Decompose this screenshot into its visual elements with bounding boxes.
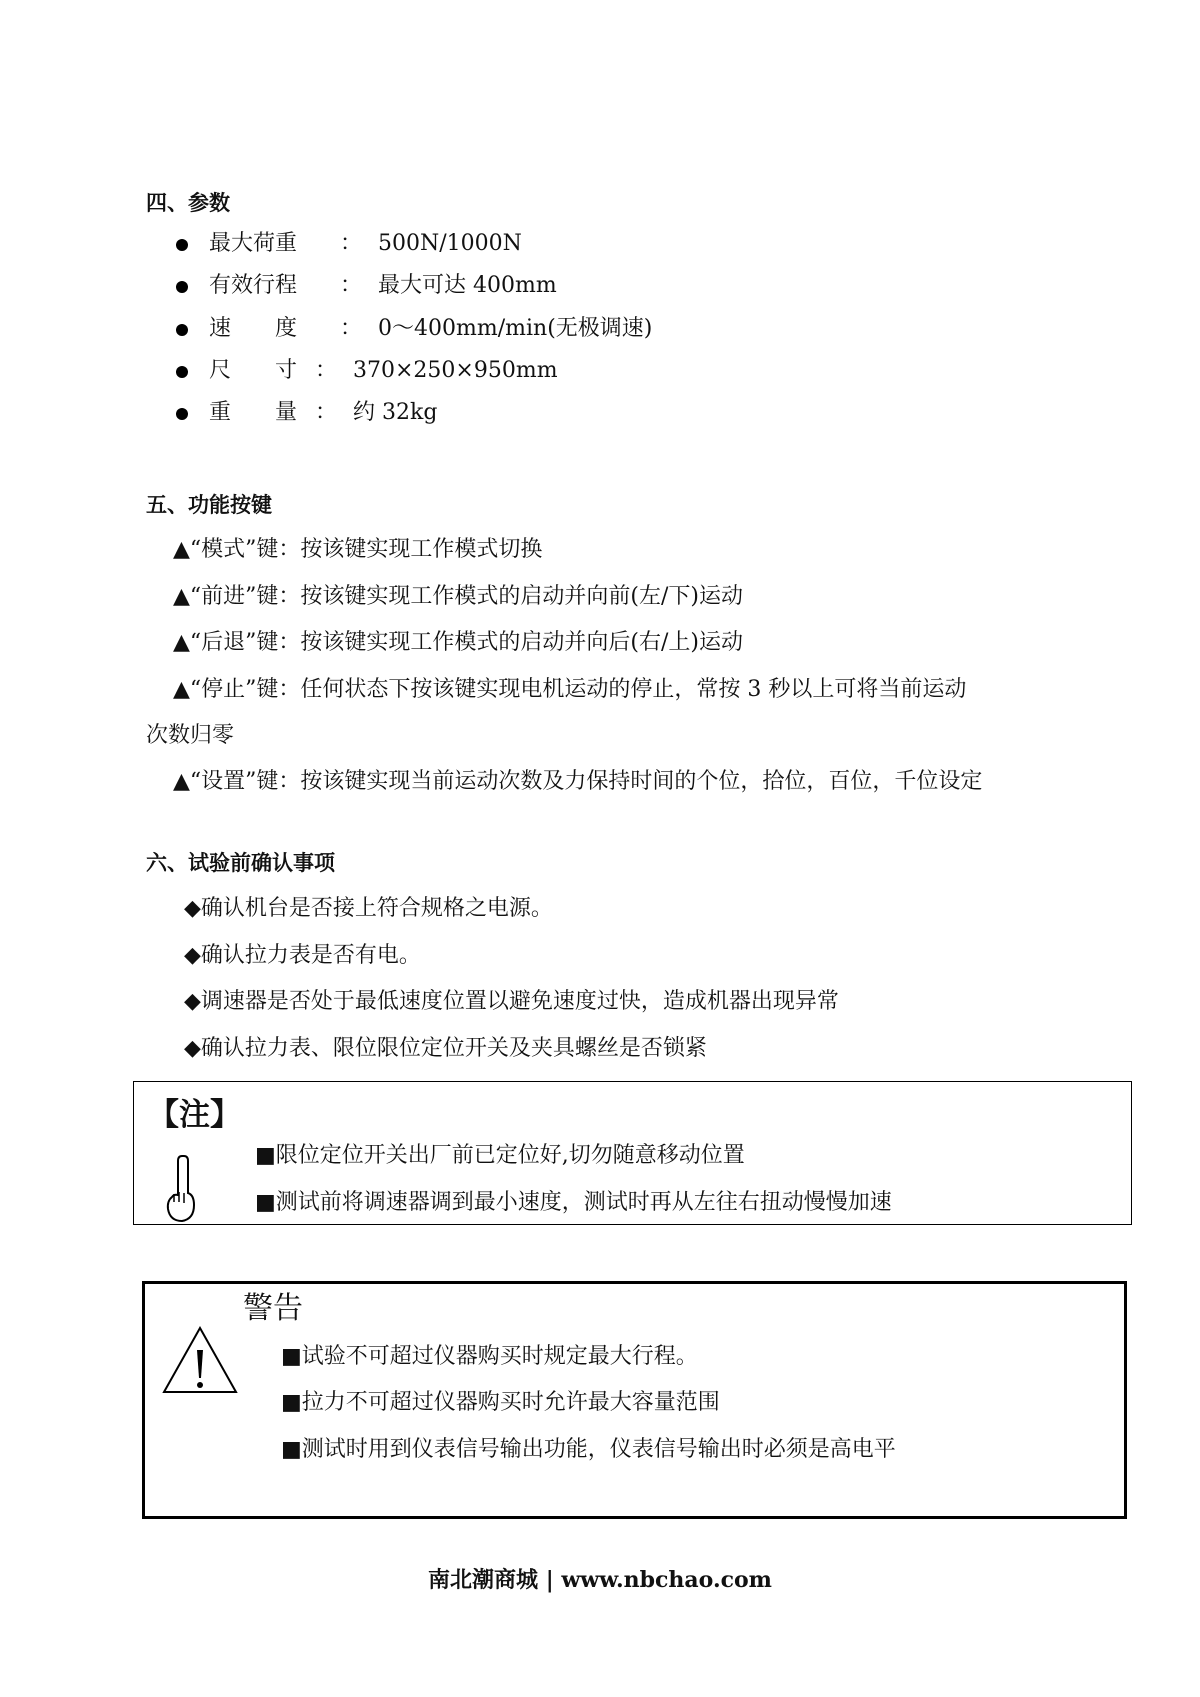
param-sep: ： — [340, 316, 363, 341]
warning-triangle-icon — [162, 1326, 238, 1394]
bullet-icon — [176, 366, 188, 378]
bullet-icon — [176, 324, 188, 336]
footer-site: 南北潮商城 | www.nbchao.com — [428, 1567, 772, 1593]
section-6-title: 六、试验前确认事项 — [146, 851, 335, 875]
list-item: ◆确认拉力表是否有电。 — [184, 943, 421, 968]
list-item: ◆确认拉力表、限位限位定位开关及夹具螺丝是否锁紧 — [184, 1036, 707, 1061]
list-item: ▲“设置”键：按该键实现当前运动次数及力保持时间的个位，拾位，百位，千位设定 — [173, 769, 983, 794]
note-item: ■测试前将调速器调到最小速度，测试时再从左往右扭动慢慢加速 — [255, 1190, 892, 1215]
param-value: 0～400mm/min(无极调速) — [378, 316, 653, 341]
warning-item: ■试验不可超过仪器购买时规定最大行程。 — [281, 1344, 698, 1369]
list-item: ▲“停止”键：任何状态下按该键实现电机运动的停止，常按 3 秒以上可将当前运动 — [173, 677, 967, 702]
bullet-icon — [176, 408, 188, 420]
section-5-title: 五、功能按键 — [146, 493, 272, 517]
param-label: 重 量 — [209, 400, 298, 425]
note-item: ■限位定位开关出厂前已定位好,切勿随意移动位置 — [255, 1143, 745, 1168]
param-sep: ： — [315, 358, 338, 383]
param-label: 尺 寸 — [209, 358, 298, 383]
param-label: 有效行程 — [209, 273, 298, 298]
bullet-icon — [176, 239, 188, 251]
warning-item: ■拉力不可超过仪器购买时允许最大容量范围 — [281, 1390, 720, 1415]
param-label: 速 度 — [209, 316, 298, 341]
param-value: 370×250×950mm — [353, 358, 558, 383]
param-sep: ： — [315, 400, 338, 425]
param-value: 最大可达 400mm — [378, 273, 557, 298]
list-item: 次数归零 — [146, 723, 235, 748]
list-item: ◆确认机台是否接上符合规格之电源。 — [184, 896, 553, 921]
pointing-hand-icon — [164, 1152, 204, 1224]
section-4-title: 四、参数 — [146, 191, 230, 215]
list-item: ▲“前进”键：按该键实现工作模式的启动并向前(左/下)运动 — [173, 584, 743, 609]
list-item: ◆调速器是否处于最低速度位置以避免速度过快，造成机器出现异常 — [184, 989, 839, 1014]
param-label: 最大荷重 — [209, 231, 298, 256]
bullet-icon — [176, 281, 188, 293]
warning-title: 警告 — [243, 1291, 303, 1326]
param-sep: ： — [340, 273, 363, 298]
warning-item: ■测试时用到仪表信号输出功能，仪表信号输出时必须是高电平 — [281, 1437, 896, 1462]
list-item: ▲“后退”键：按该键实现工作模式的启动并向后(右/上)运动 — [173, 630, 743, 655]
list-item: ▲“模式”键：按该键实现工作模式切换 — [173, 537, 543, 562]
param-value: 约 32kg — [353, 400, 438, 425]
param-value: 500N/1000N — [378, 231, 522, 256]
param-sep: ： — [340, 231, 363, 256]
note-title: 【注】 — [148, 1097, 241, 1133]
